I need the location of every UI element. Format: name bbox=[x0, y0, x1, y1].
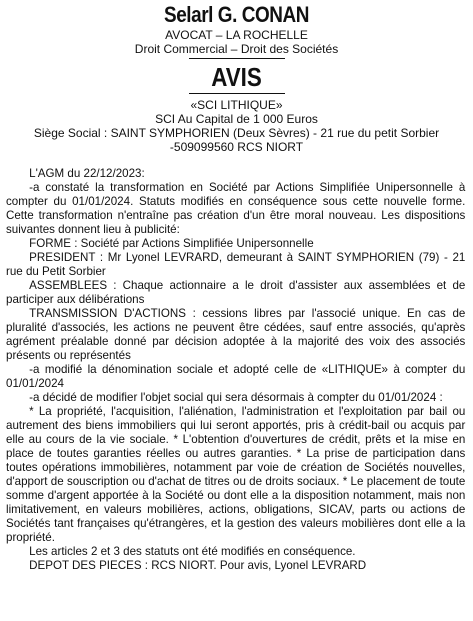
company-rcs: -509099560 RCS NIORT bbox=[169, 140, 304, 154]
paragraph-objet: * La propriété, l'acquisition, l'aliénation, l'administration et l'exploitation par bail ou autrement des biens immobiliers qui lui seront apportés, pris à crédit-bail ou acquis par elle au cours de la vie sociale. * L'obtention d'ouvertures de crédit, prêts et la mise en place de toutes garanties réelles ou autres garanties. * La prise de participation dans toutes opérations immobilières, notamment par voie de création de Sociétés nouvelles, d'apport de souscription ou d'achat de titres ou de droits sociaux. * Le placement de toute somme d'argent apportée à la Société ou dont elle a la disposition notamment, mais non limitativement, en valeurs mobilières, actions, obligations, SICAV, parts ou actions de Sociétés tant françaises qu'étrangères, et la gestion des valeurs mobilières dont elle a la propriété. bbox=[6, 404, 466, 544]
company-seat: Siège Social : SAINT SYMPHORIEN (Deux Sèvres) - 21 rue du petit Sorbier bbox=[33, 126, 440, 140]
paragraph-forme: FORME : Société par Actions Simplifiée Unipersonnelle bbox=[29, 236, 314, 250]
paragraph-objet-intro: -a décidé de modifier l'objet social qui sera désormais à compter du 01/01/2024 : bbox=[29, 390, 443, 404]
cabinet-name: Selarl G. CONAN bbox=[164, 2, 309, 27]
cabinet-role: AVOCAT – LA ROCHELLE bbox=[165, 28, 308, 42]
paragraph-agm: L'AGM du 22/12/2023: bbox=[29, 166, 145, 180]
paragraph-denomination: -a modifié la dénomination sociale et adopté celle de «LITHIQUE» à compter du 01/01/2024 bbox=[6, 362, 466, 390]
cabinet-specialty: Droit Commercial – Droit des Sociétés bbox=[134, 42, 339, 56]
paragraph-president: PRESIDENT : Mr Lyonel LEVRARD, demeurant à SAINT SYMPHORIEN (79) - 21 rue du Petit Sorbier bbox=[6, 250, 466, 278]
paragraph-depot: DEPOT DES PIECES : RCS NIORT. Pour avis, Lyonel LEVRARD bbox=[29, 558, 367, 572]
legal-notice bbox=[0, 2, 473, 621]
notice-body bbox=[6, 166, 465, 572]
company-capital: SCI Au Capital de 1 000 Euros bbox=[155, 112, 318, 126]
paragraph-transformation: -a constaté la transformation en Société par Actions Simplifiée Unipersonnelle à compter du 01/01/2024. Statuts modifiés en conséquence sous cette nouvelle forme. Cette transformation n'entraîne pas création d'un être moral nouveau. Les dispositions suivantes donnent lieu à publicité: bbox=[6, 180, 466, 236]
notice-title: AVIS bbox=[211, 62, 262, 92]
paragraph-articles: Les articles 2 et 3 des statuts ont été modifiés en conséquence. bbox=[29, 544, 356, 558]
divider bbox=[189, 93, 285, 94]
paragraph-assemblees: ASSEMBLEES : Chaque actionnaire a le droit d'assister aux assemblées et de participer aux délibérations bbox=[6, 278, 466, 306]
paragraph-transmission: TRANSMISSION D'ACTIONS : cessions libres par l'associé unique. En cas de pluralité d'associés, les actions ne peuvent être cédées, sauf entre associés, qu'après agrément préalable donné par décision adoptée à la majorité des voix des associés présents ou représentés bbox=[6, 306, 466, 362]
company-name: «SCI LITHIQUE» bbox=[190, 98, 283, 112]
divider bbox=[189, 58, 285, 59]
